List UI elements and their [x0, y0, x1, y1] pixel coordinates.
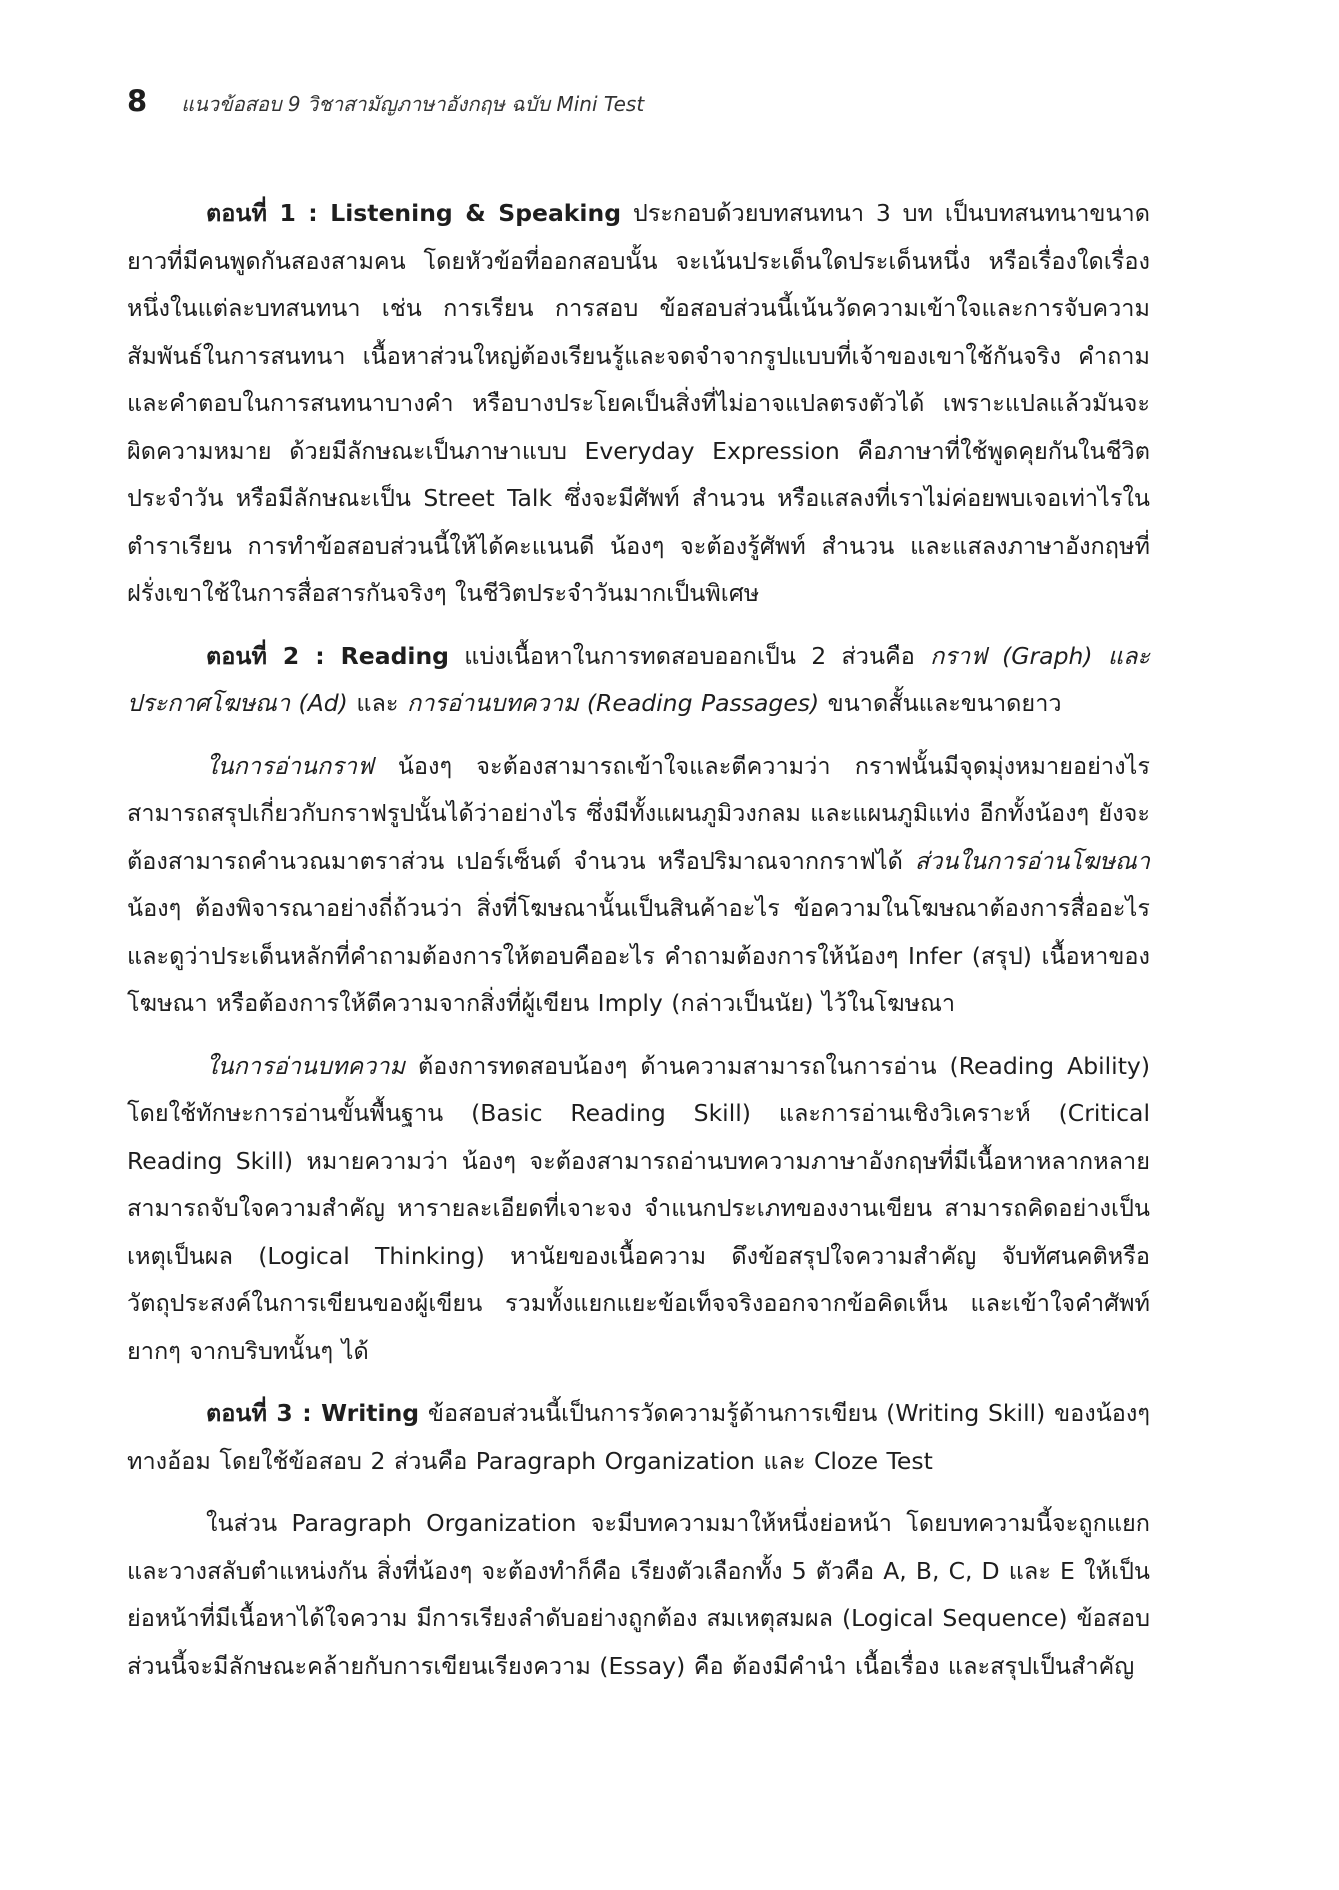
paragraph-text: น้องๆ ต้องพิจารณาอย่างถี่ถ้วนว่า สิ่งที่โฆษณานั้นเป็นสินค้าอะไร ข้อความในโฆษณาต้องการสื่ออะไร และดูว่าประเด็นหลักที่คำถามต้องการให้ตอบคืออะไร คำถามต้องการให้น้องๆ Infer (สรุป) เนื้อหาของโฆษณา หรือต้องการให้ตีความจากสิ่งที่ผู้เขียน Imply (กล่าวเป็นนัย) ไว้ในโฆษณา — [127, 894, 1150, 1017]
paragraph-organization — [127, 1500, 1150, 1690]
paragraph-text: ข้อสอบส่วนนี้เป็นการวัดความรู้ด้านการเขียน (Writing Skill) ของน้องๆ ทางอ้อม โดยใช้ข้อสอบ 2 ส่วนคือ Paragraph Organization และ Cloze Test — [127, 1399, 1150, 1475]
page-number: 8 — [127, 84, 148, 118]
section-label-part-3: ตอนที่ 3 : Writing — [206, 1399, 420, 1427]
section-label-part-2: ตอนที่ 2 : Reading — [206, 641, 449, 670]
paragraph-text: แบ่งเนื้อหาในการทดสอบออกเป็น 2 ส่วนคือ — [449, 641, 931, 670]
italic-term-reading-passages: การอ่านบทความ (Reading Passages) — [406, 689, 820, 717]
paragraph-listening-speaking — [127, 190, 1150, 618]
paragraph-text: และ — [347, 689, 407, 717]
paragraph-text: ในส่วน Paragraph Organization จะมีบทความมาให้หนึ่งย่อหน้า โดยบทความนี้จะถูกแยกและวางสลับตำแหน่งกัน สิ่งที่น้องๆ จะต้องทำก็คือ เรียงตัวเลือกทั้ง 5 ตัวคือ A, B, C, D และ E ให้เป็นย่อหน้าที่มีเนื้อหาได้ใจความ มีการเรียงลำดับอย่างถูกต้อง สมเหตุสมผล (Logical Sequence) ข้อสอบส่วนนี้จะมีลักษณะคล้ายกับการเขียนเรียงความ (Essay) คือ ต้องมีคำนำ เนื้อเรื่อง และสรุปเป็นสำคัญ — [127, 1509, 1150, 1680]
paragraph-text: น้องๆ จะต้องสามารถเข้าใจและตีความว่า กราฟนั้นมีจุดมุ่งหมายอย่างไร สามารถสรุปเกี่ยวกับกราฟรูปนั้นได้ว่าอย่างไร ซึ่งมีทั้งแผนภูมิวงกลม และแผนภูมิแท่ง อีกทั้งน้องๆ ยังจะต้องสามารถคำนวณมาตราส่วน เปอร์เซ็นต์ จำนวน หรือปริมาณจากกราฟได้ — [127, 751, 1150, 875]
italic-term-graph-ad: กราฟ (Graph) และประกาศโฆษณา (Ad) — [127, 641, 1151, 717]
paragraph-reading-passages — [127, 1043, 1150, 1376]
paragraph-text: ประกอบด้วยบทสนทนา 3 บท เป็นบทสนทนาขนาดยาวที่มีคนพูดกันสองสามคน โดยหัวข้อที่ออกสอบนั้น จะเน้นประเด็นใดประเด็นหนึ่ง หรือเรื่องใดเรื่องหนึ่งในแต่ละบทสนทนา เช่น การเรียน การสอบ ข้อสอบส่วนนี้เน้นวัดความเข้าใจและการจับความสัมพันธ์ในการสนทนา เนื้อหาส่วนใหญ่ต้องเรียนรู้และจดจำจากรูปแบบที่เจ้าของเขาใช้กันจริง คำถามและคำตอบในการสนทนาบางคำ หรือบางประโยคเป็นสิ่งที่ไม่อาจแปลตรงตัวได้ เพราะแปลแล้วมันจะผิดความหมาย ด้วยมีลักษณะเป็นภาษาแบบ Everyday Expression คือภาษาที่ใช้พูดคุยกันในชีวิตประจำวัน หรือมีลักษณะเป็น Street Talk ซึ่งจะมีศัพท์ สำนวน หรือแสลงที่เราไม่ค่อยพบเจอเท่าไรในตำราเรียน การทำข้อสอบส่วนนี้ให้ได้คะแนนดี น้องๆ จะต้องรู้ศัพท์ สำนวน และแสลงภาษาอังกฤษที่ฝรั่งเขาใช้ในการสื่อสารกันจริงๆ ในชีวิตประจำวันมากเป็นพิเศษ — [127, 199, 1150, 607]
paragraph-text: ขนาดสั้นและขนาดยาว — [819, 689, 1062, 717]
paragraph-reading — [127, 633, 1150, 728]
paragraph-writing — [127, 1390, 1150, 1485]
italic-term-reading-ad: ส่วนในการอ่านโฆษณา — [914, 846, 1150, 875]
italic-term-reading-graph: ในการอ่านกราฟ — [206, 751, 374, 780]
running-title: แนวข้อสอบ 9 วิชาสามัญภาษาอังกฤษ ฉบับ Mini Test — [181, 92, 645, 116]
page-body — [127, 190, 1150, 1705]
italic-term-reading-passage: ในการอ่านบทความ — [206, 1051, 405, 1080]
paragraph-graph-ad — [127, 743, 1150, 1028]
paragraph-text: ต้องการทดสอบน้องๆ ด้านความสามารถในการอ่าน (Reading Ability) โดยใช้ทักษะการอ่านขั้นพื้นฐาน (Basic Reading Skill) และการอ่านเชิงวิเคราะห์ (Critical Reading Skill) หมายความว่า น้องๆ จะต้องสามารถอ่านบทความภาษาอังกฤษที่มีเนื้อหาหลากหลาย สามารถจับใจความสำคัญ หารายละเอียดที่เจาะจง จำแนกประเภทของงานเขียน สามารถคิดอย่างเป็นเหตุเป็นผล (Logical Thinking) หานัยของเนื้อความ ดึงข้อสรุปใจความสำคัญ จับทัศนคติหรือวัตถุประสงค์ในการเขียนของผู้เขียน รวมทั้งแยกแยะข้อเท็จจริงออกจากข้อคิดเห็น และเข้าใจคำศัพท์ยากๆ จากบริบทนั้นๆ ได้ — [127, 1051, 1150, 1365]
page-header — [127, 84, 1227, 124]
section-label-part-1: ตอนที่ 1 : Listening & Speaking — [206, 199, 622, 227]
